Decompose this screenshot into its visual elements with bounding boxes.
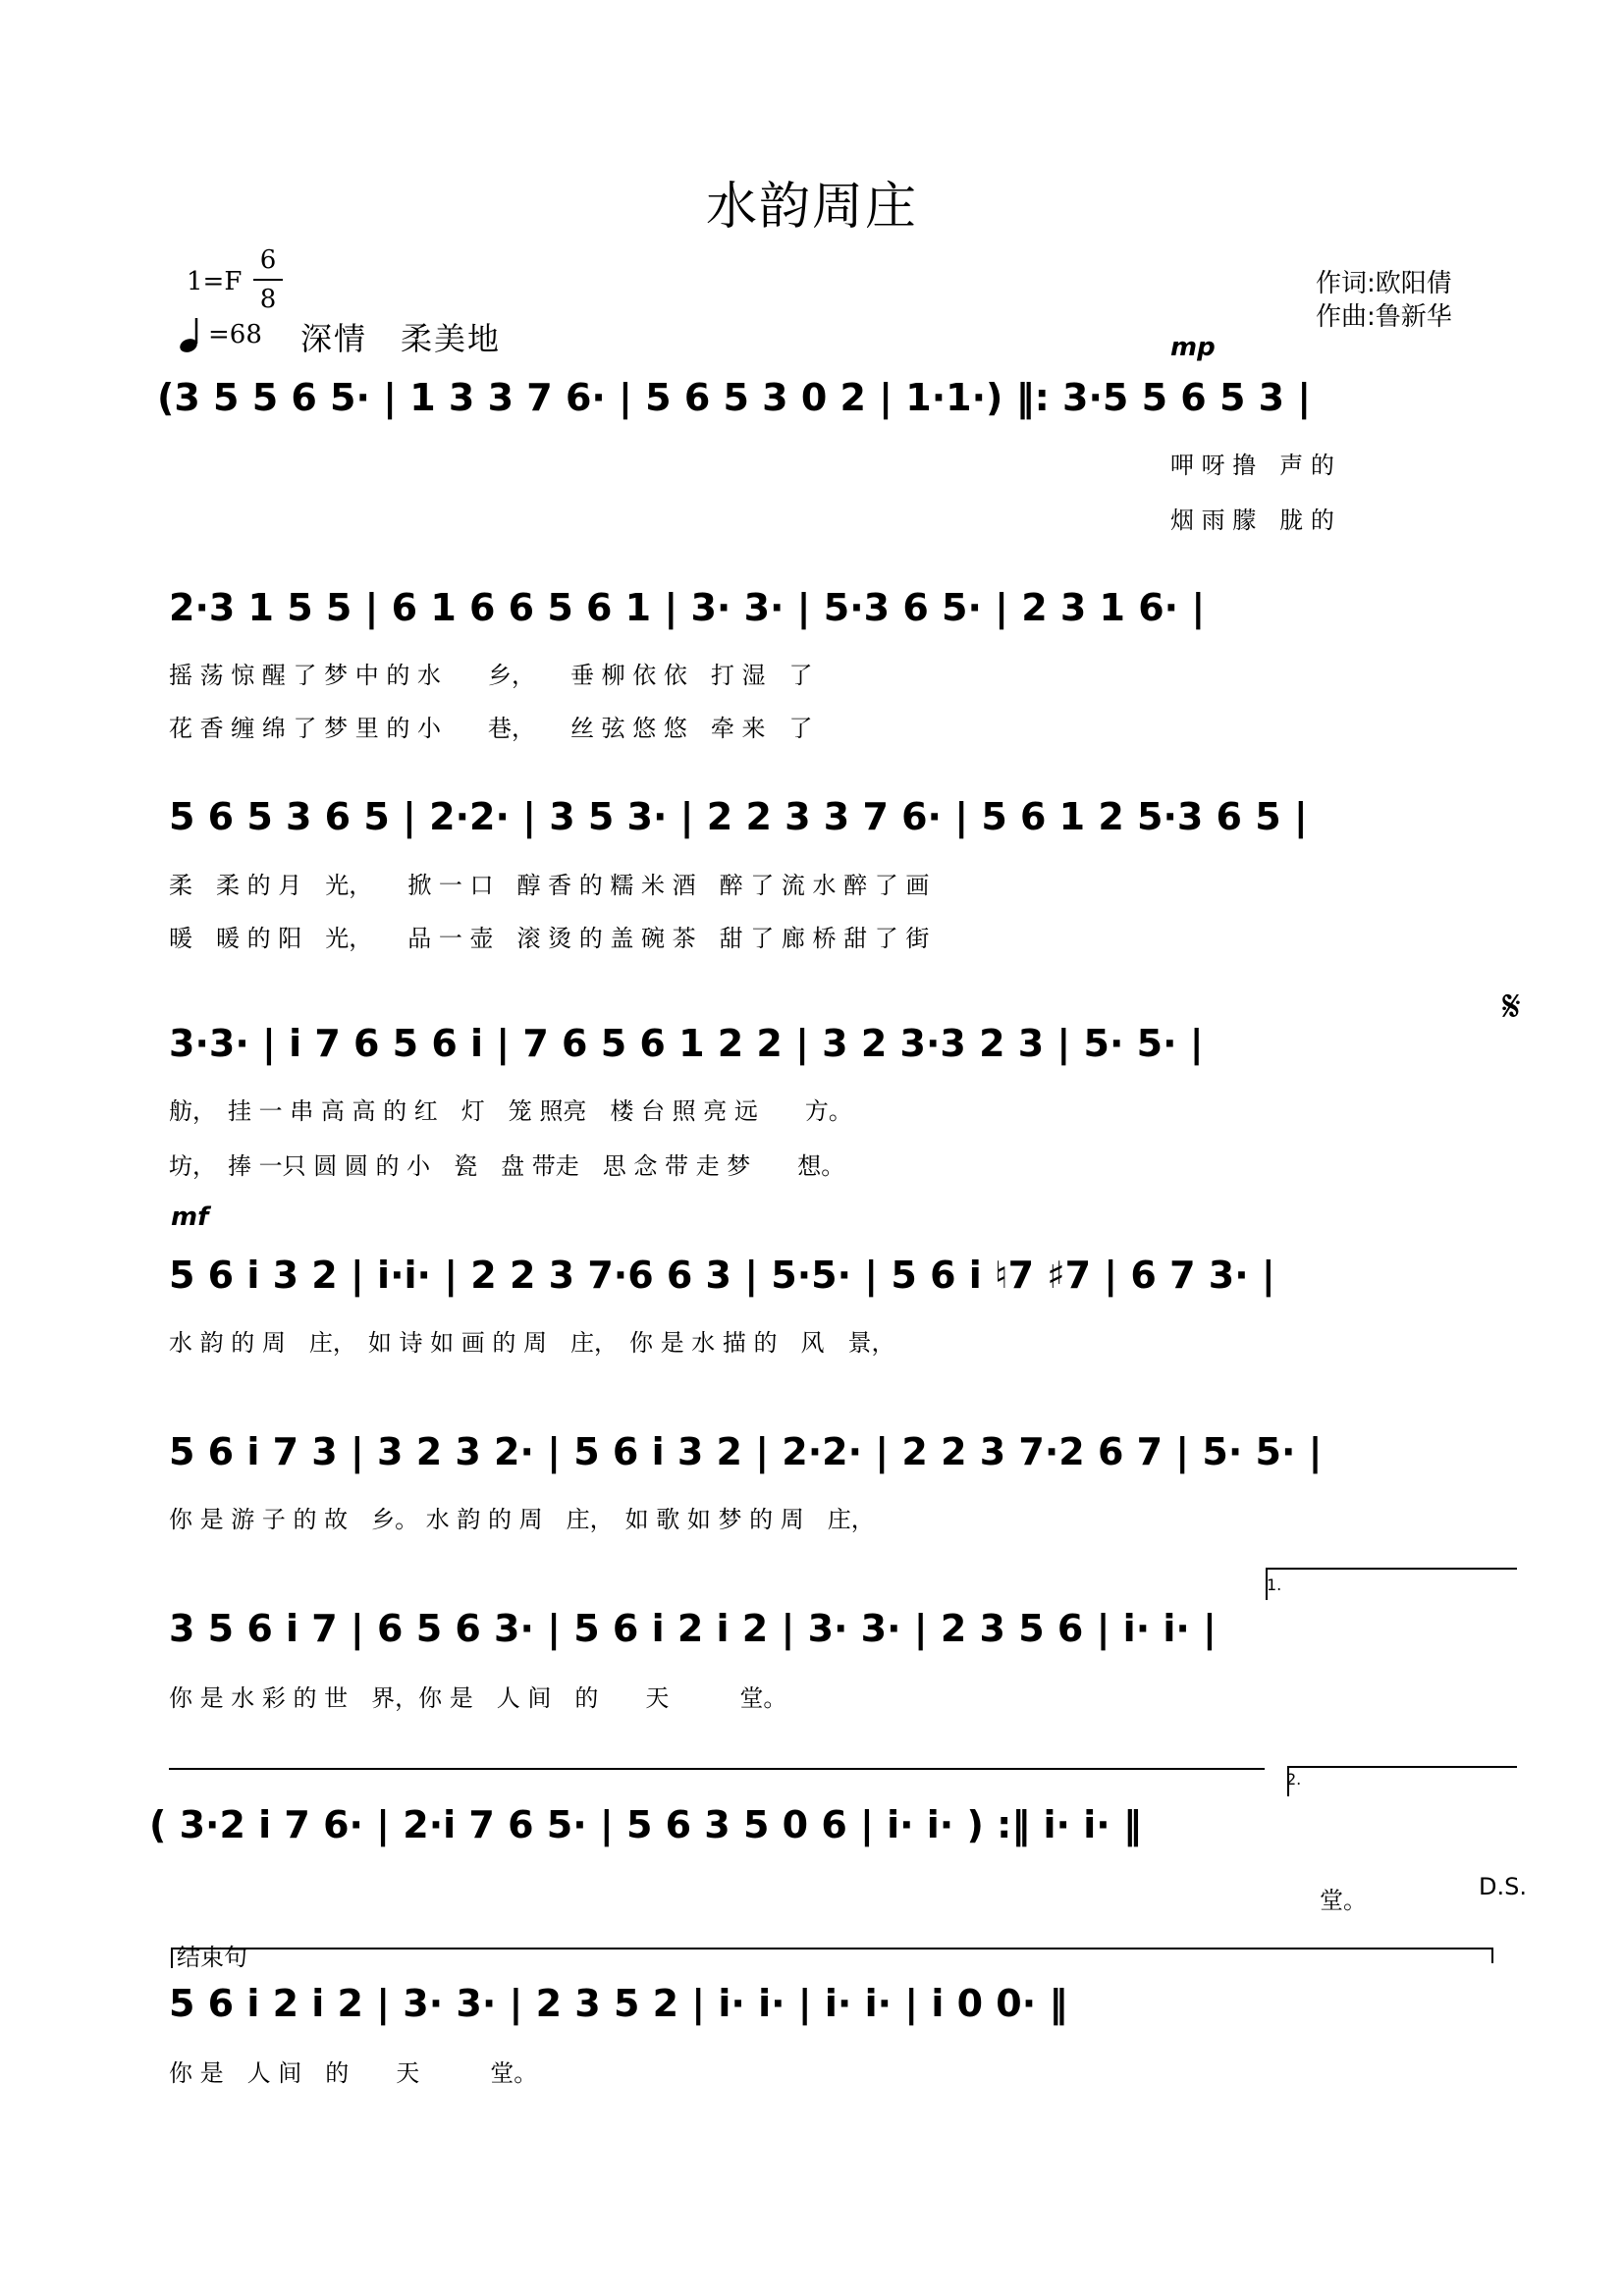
song-title: 水韵周庄 <box>705 178 918 237</box>
first-ending-label: 1. <box>1267 1575 1282 1594</box>
first-ending-bracket <box>1267 1569 1517 1600</box>
notation-row-5: 5 6 i 3 2 | i·i· | 2 2 3 7·6 6 3 | 5·5· | 5 6 i ♮7 ♯7 | 6 7 3· | <box>169 1254 1275 1297</box>
second-ending-bracket <box>1288 1767 1517 1796</box>
lyric-row-4-verse-1: 舫， 挂 一 串 高 高 的 红 灯 笼 照亮 楼 台 照 亮 远 方。 <box>169 1097 852 1125</box>
time-signature-denominator: 8 <box>259 285 277 314</box>
composer-credit: 作曲:鲁新华 <box>1316 302 1452 332</box>
lyric-row-1-verse-1: 呷 呀 撸 声 的 <box>1170 452 1334 479</box>
lyric-row-8: 堂。 <box>1320 1887 1367 1914</box>
dynamic-mf: mf <box>171 1202 209 1232</box>
notation-row-3: 5 6 5 3 6 5 | 2·2· | 3 5 3· | 2 2 3 3 7 6· | 5 6 1 2 5·3 6 5 | <box>169 795 1308 838</box>
notation-row-2: 2·3 1 5 5 | 6 1 6 6 5 6 1 | 3· 3· | 5·3 6 5· | 2 3 1 6· | <box>169 586 1206 629</box>
time-signature-numerator: 6 <box>259 245 277 275</box>
ds-marking: D.S. <box>1479 1873 1527 1900</box>
lyric-row-7: 你 是 水 彩 的 世 界，你 是 人 间 的 天 堂。 <box>169 1684 787 1712</box>
lyric-row-6: 你 是 游 子 的 故 乡。 水 韵 的 周 庄， 如 歌 如 梦 的 周 庄， <box>169 1506 875 1533</box>
coda-label: 结束句 <box>177 1944 247 1971</box>
segno-icon: 𝄋 <box>1502 982 1521 1032</box>
lyric-row-1-verse-2: 烟 雨 朦 胧 的 <box>1170 507 1334 534</box>
key-signature: 1=F <box>187 267 243 296</box>
lyricist-credit: 作词:欧阳倩 <box>1316 269 1452 298</box>
notation-row-4: 3·3· | i 7 6 5 6 i | 7 6 5 6 1 2 2 | 3 2 3·3 2 3 | 5· 5· | <box>169 1022 1204 1065</box>
lyric-row-5: 水 韵 的 周 庄， 如 诗 如 画 的 周 庄， 你 是 水 描 的 风 景， <box>169 1329 895 1357</box>
coda-bracket <box>172 1949 1492 1968</box>
expression-marking: 深情 柔美地 <box>300 320 502 357</box>
lyric-row-3-verse-1: 柔 柔 的 月 光， 掀 一 口 醇 香 的 糯 米 酒 醉 了 流 水 醉 了 画 <box>169 872 930 899</box>
lyric-row-2-verse-2: 花 香 缠 绵 了 梦 里 的 小 巷， 丝 弦 悠 悠 牵 来 了 <box>169 715 813 742</box>
tempo-marking: =68 <box>208 320 262 349</box>
notation-rows <box>149 376 1323 2026</box>
notation-row-8: ( 3·2 i 7 6· | 2·i 7 6 5· | 5 6 3 5 0 6 | i· i· ) :‖ i· i· ‖ <box>149 1803 1142 1846</box>
lyric-row-2-verse-1: 摇 荡 惊 醒 了 梦 中 的 水 乡， 垂 柳 依 依 打 湿 了 <box>169 662 813 689</box>
lyric-row-3-verse-2: 暖 暖 的 阳 光， 品 一 壶 滚 烫 的 盖 碗 茶 甜 了 廊 桥 甜 了 街 <box>169 925 930 952</box>
lyric-row-4-verse-2: 坊， 捧 一只 圆 圆 的 小 瓷 盘 带走 思 念 带 走 梦 想。 <box>169 1152 845 1180</box>
notation-row-1: (3 5 5 6 5· | 1 3 3 7 6· | 5 6 5 3 0 2 | 1·1·) ‖: 3·5 5 6 5 3 | <box>157 376 1312 419</box>
second-ending-label: 2. <box>1286 1770 1302 1789</box>
lyric-row-9: 你 是 人 间 的 天 堂。 <box>169 2059 538 2087</box>
notation-row-7: 3 5 6 i 7 | 6 5 6 3· | 5 6 i 2 i 2 | 3· 3· | 2 3 5 6 | i· i· | <box>169 1607 1217 1650</box>
notation-row-6: 5 6 i 7 3 | 3 2 3 2· | 5 6 i 3 2 | 2·2· | 2 2 3 7·2 6 7 | 5· 5· | <box>169 1430 1323 1473</box>
notation-row-9: 5 6 i 2 i 2 | 3· 3· | 2 3 5 2 | i· i· | i· i· | i 0 0· ‖ <box>169 1982 1068 2025</box>
dynamic-mp: mp <box>1170 333 1216 362</box>
